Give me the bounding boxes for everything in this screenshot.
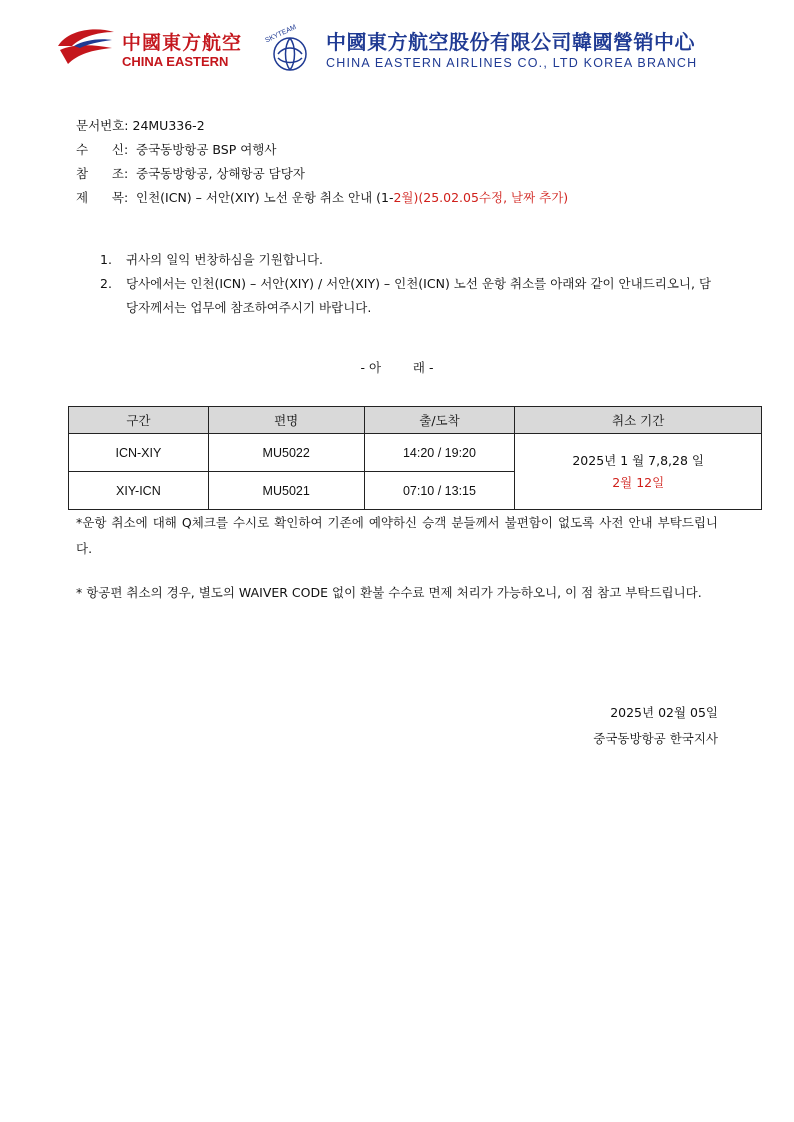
svg-text:SKYTEAM: SKYTEAM: [264, 24, 298, 45]
table-row: [69, 434, 762, 472]
reference-row: [76, 162, 568, 186]
header-period: 취소 기간: [515, 407, 762, 434]
flight-cell: MU5021: [208, 472, 364, 510]
subject-value: 인천(ICN) – 서안(XIY) 노선 운항 취소 안내 (1-: [136, 190, 394, 205]
list-item: [100, 272, 720, 320]
subject-label: 제 목:: [76, 190, 129, 205]
time-cell: 07:10 / 13:15: [364, 472, 515, 510]
header-flight: 편명: [208, 407, 364, 434]
note-q-check: *운항 취소에 대해 Q체크를 수시로 확인하여 기존에 예약하신 승객 분들께서 불편함이 없도록 사전 안내 부탁드립니다.: [76, 515, 718, 556]
logo-chinese-name: 中國東方航空: [122, 32, 243, 54]
skyteam-logo-icon: [260, 24, 316, 76]
subject-row: [76, 186, 568, 210]
route-cell: XIY-ICN: [69, 472, 209, 510]
recipient-label: 수 신:: [76, 142, 129, 157]
cancellation-table: [68, 406, 762, 510]
list-number: 1.: [100, 252, 112, 267]
route-cell: ICN-XIY: [69, 434, 209, 472]
reference-label: 참 조:: [76, 166, 129, 181]
body-list: [100, 248, 720, 320]
table-header-row: [69, 407, 762, 434]
header-route: 구간: [69, 407, 209, 434]
note-waiver: * 항공편 취소의 경우, 별도의 WAIVER CODE 없이 환불 수수료 면제 처리가 가능하오니, 이 점 참고 부탁드립니다.: [76, 585, 702, 600]
period-added-date: 2월 12일: [612, 474, 665, 490]
letterhead: [54, 22, 734, 78]
document-number: 문서번호: 24MU336-2: [76, 118, 205, 133]
header-time: 출/도착: [364, 407, 515, 434]
period-dates: 2025년 1 월 7,8,28 일: [572, 452, 704, 468]
organization-english-name: CHINA EASTERN AIRLINES CO., LTD KOREA BRANCH: [326, 56, 698, 70]
signature-organization: 중국동방항공 한국지사: [593, 731, 718, 746]
document-meta: [76, 114, 568, 210]
recipient-row: [76, 138, 568, 162]
signature-block: [593, 700, 718, 752]
signature-date: 2025년 02월 05일: [610, 705, 718, 720]
logo-english-name: CHINA EASTERN: [122, 54, 229, 69]
time-cell: 14:20 / 19:20: [364, 434, 515, 472]
organization-chinese-name: 中國東方航空股份有限公司韓國營销中心: [326, 30, 695, 54]
flight-cell: MU5022: [208, 434, 364, 472]
china-eastern-swallow-logo-icon: [54, 24, 116, 68]
notice-heading: - 아 래 -: [360, 360, 434, 375]
cancellation-period-cell: [515, 434, 762, 510]
reference-value: 중국동방항공, 상해항공 담당자: [136, 166, 305, 181]
list-number: 2.: [100, 276, 112, 291]
list-text: 귀사의 일익 번창하심을 기원합니다.: [126, 252, 324, 267]
recipient-value: 중국동방항공 BSP 여행사: [136, 142, 277, 157]
list-text: 당사에서는 인천(ICN) – 서안(XIY) / 서안(XIY) – 인천(ICN) 노선 운항 취소를 아래와 같이 안내드리오니, 담당자께서는 업무에 참조하여주시기 바랍니다.: [126, 276, 712, 315]
subject-revision-note: 2월)(25.02.05수정, 날짜 추가): [393, 190, 569, 205]
list-item: [100, 248, 720, 272]
